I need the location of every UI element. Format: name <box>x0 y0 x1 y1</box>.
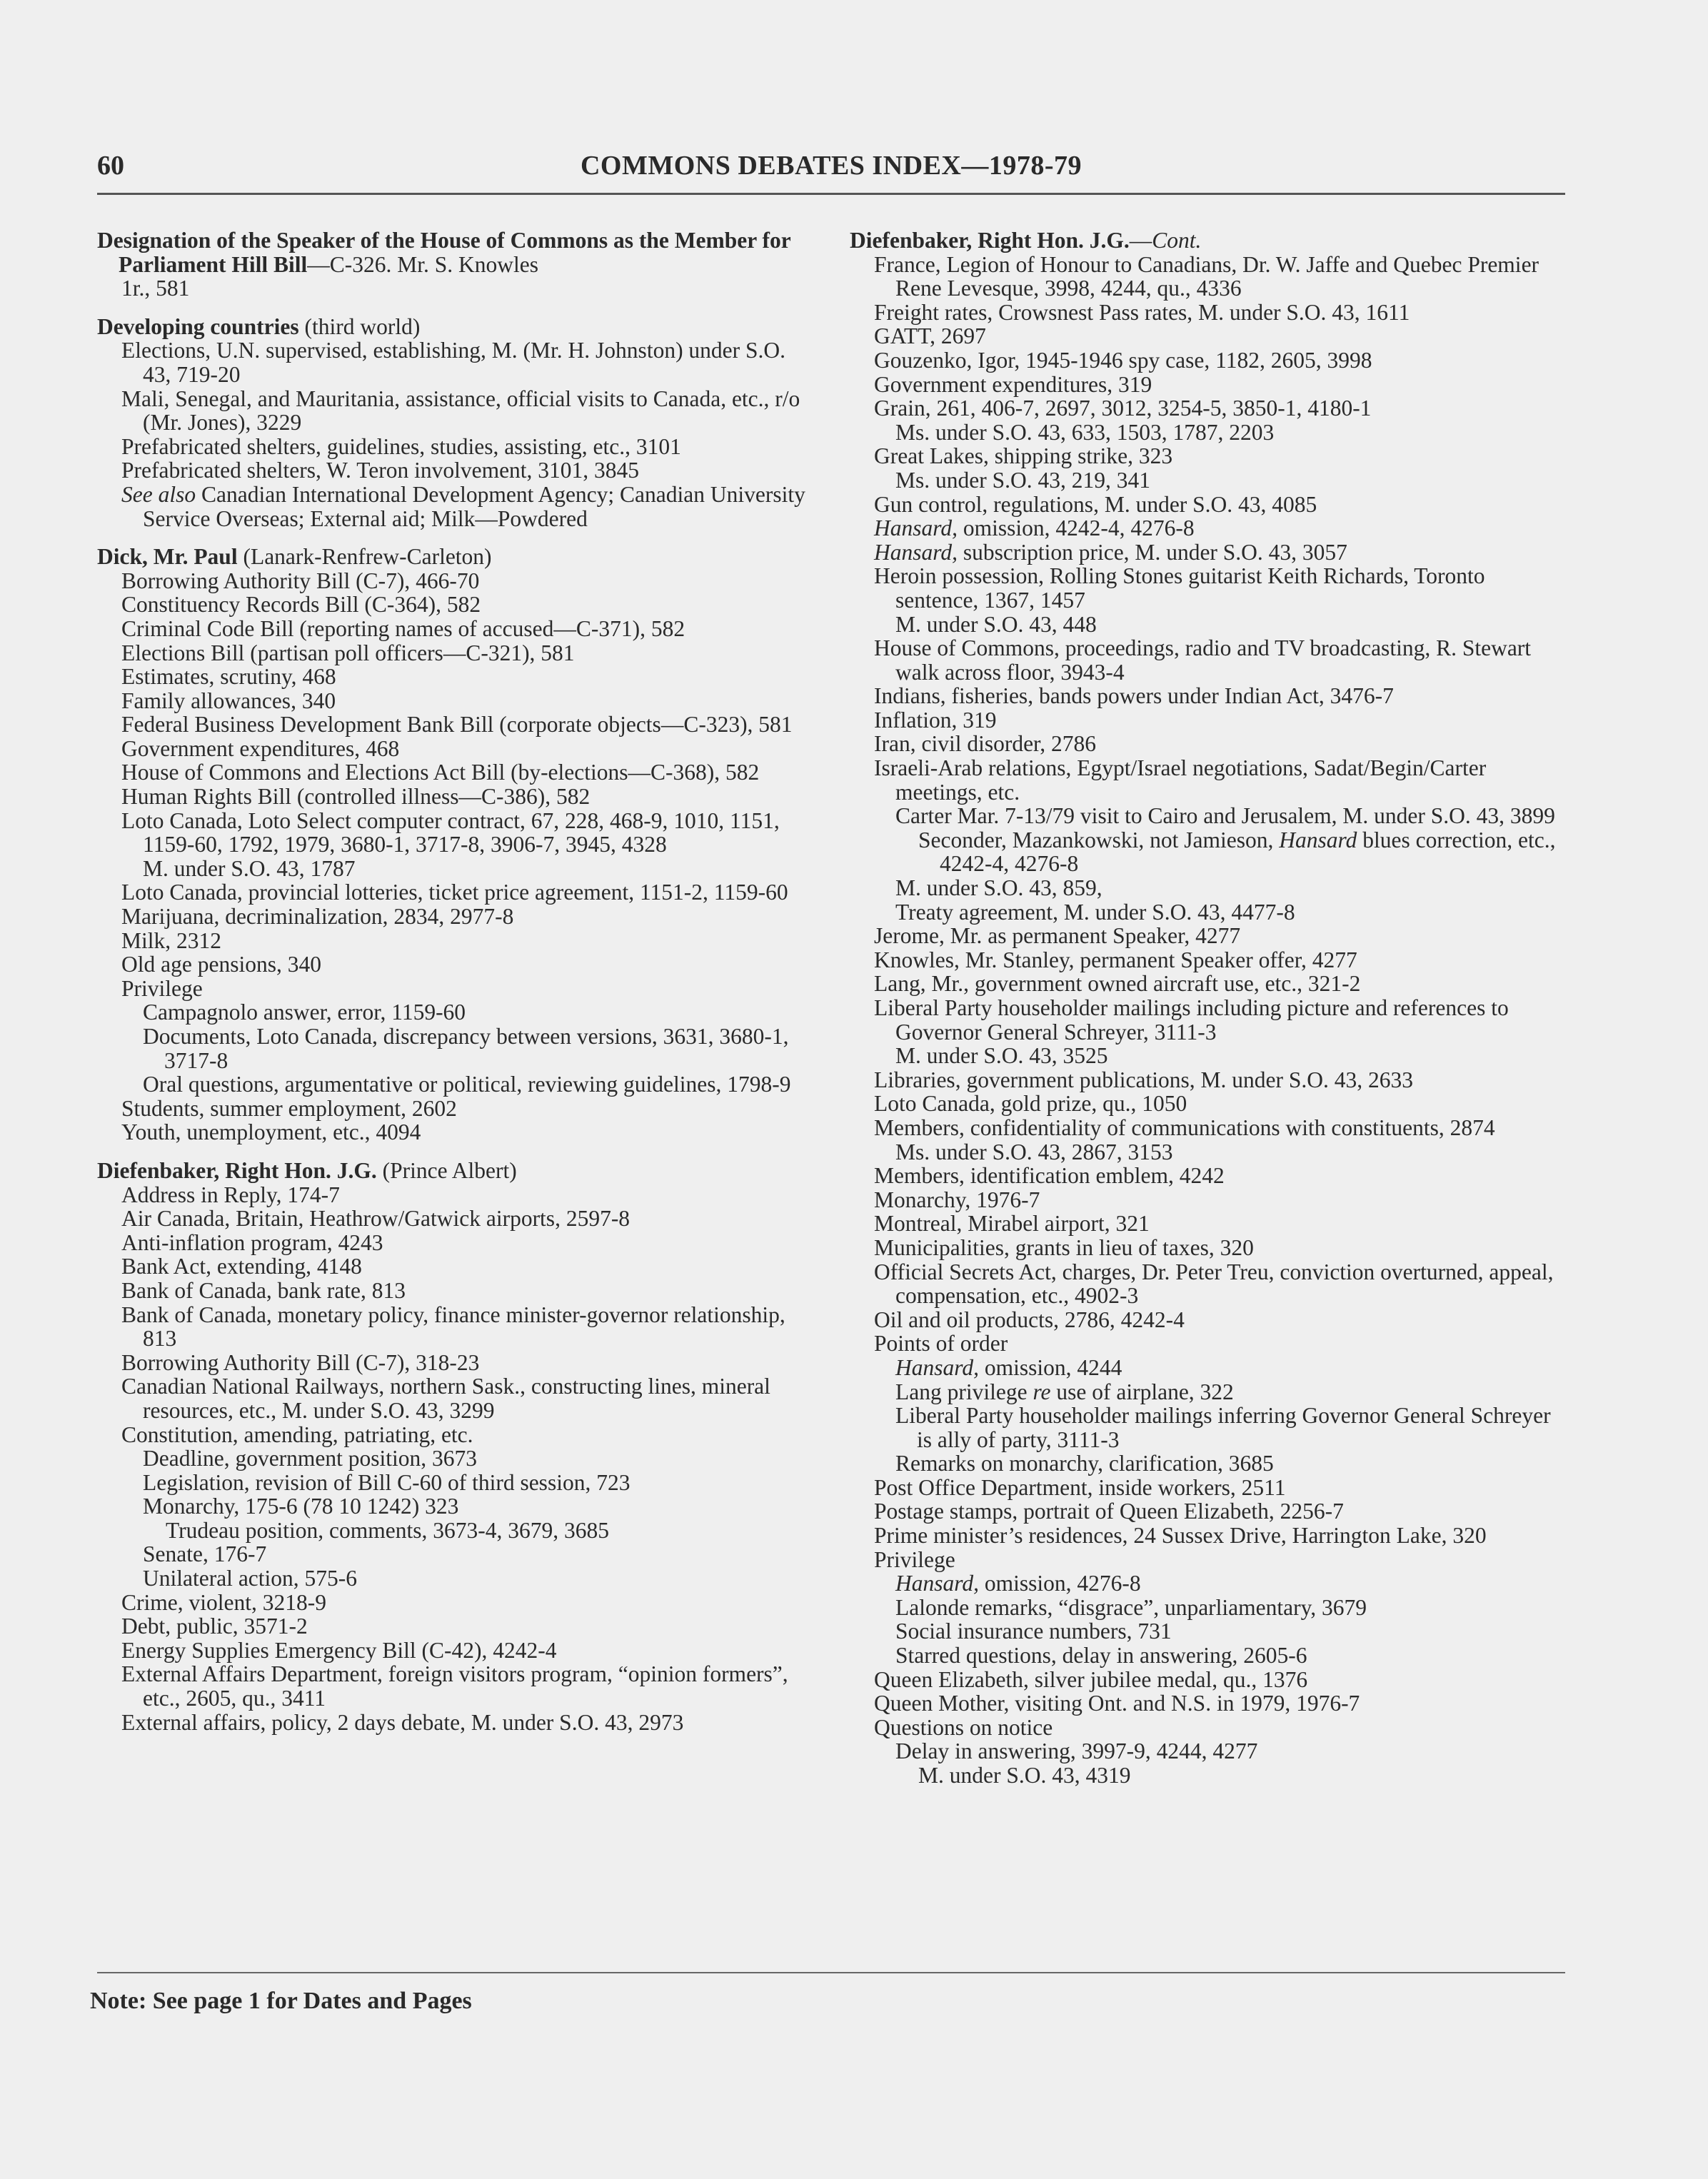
entry-text: Iran, civil disorder, 2786 <box>874 731 1097 757</box>
entry-text: Loto Canada, gold prize, qu., 1050 <box>874 1091 1187 1117</box>
index-subentry <box>850 444 1571 468</box>
entry-heading: Dick, Mr. Paul <box>97 544 238 570</box>
footer-divider <box>97 1972 1565 1973</box>
entry-text: Monarchy, 175-6 (78 10 1242) 323 <box>143 1494 459 1519</box>
entry-text: Air Canada, Britain, Heathrow/Gatwick airports, 2597-8 <box>121 1206 631 1232</box>
entry-text: Indians, fisheries, bands powers under Indian Act, 3476-7 <box>874 683 1394 709</box>
index-subentry <box>97 809 818 857</box>
entry-text: External affairs, policy, 2 days debate, M. under S.O. 43, 2973 <box>121 1709 684 1735</box>
entry-text: (third world) <box>298 313 421 339</box>
index-subentry <box>97 1662 818 1710</box>
index-subentry <box>97 1711 818 1735</box>
entry-text: Montreal, Mirabel airport, 321 <box>874 1211 1150 1237</box>
entry-text: Lalonde remarks, “disgrace”, unparliamentary, 3679 <box>895 1594 1367 1620</box>
index-subentry <box>97 1423 818 1447</box>
entry-text: Remarks on monarchy, clarification, 3685 <box>895 1451 1274 1476</box>
index-subentry <box>850 1260 1571 1308</box>
index-subentry <box>850 253 1571 301</box>
entry-text: Elections, U.N. supervised, establishing, M. (Mr. H. Johnston) under S.O. 43, 719-20 <box>121 338 786 387</box>
index-subentry <box>850 1451 1571 1476</box>
entry-text: Federal Business Development Bank Bill (corporate objects—C-323), 581 <box>121 712 793 738</box>
entry-text: Ms. under S.O. 43, 219, 341 <box>895 467 1151 493</box>
entry-text: Elections Bill (partisan poll officers—C-321), 581 <box>121 640 575 665</box>
index-subentry <box>97 1614 818 1639</box>
index-subentry <box>850 468 1571 493</box>
index-subentry <box>97 1183 818 1207</box>
entry-text: omission, 4242-4, 4276-8 <box>957 515 1195 541</box>
entry-italic-text: re <box>1033 1379 1051 1404</box>
index-subentry <box>850 708 1571 733</box>
entry-text: Post Office Department, inside workers, 2511 <box>874 1474 1286 1500</box>
index-subentry <box>97 1542 818 1566</box>
index-subentry <box>850 516 1571 540</box>
entry-text: Privilege <box>121 975 203 1001</box>
entry-text: Old age pensions, 340 <box>121 952 321 977</box>
index-subentry <box>850 348 1571 373</box>
index-subentry <box>97 1025 818 1072</box>
index-subentry <box>850 1332 1571 1356</box>
entry-text: use of airplane, 322 <box>1050 1379 1234 1404</box>
index-subentry <box>850 1619 1571 1644</box>
entry-text: Queen Elizabeth, silver jubilee medal, qu., 1376 <box>874 1666 1308 1692</box>
index-subentry <box>97 435 818 459</box>
entry-text: Official Secrets Act, charges, Dr. Peter Treu, conviction overturned, appeal, compensation, etc., 4902-3 <box>874 1259 1554 1309</box>
index-subentry <box>97 593 818 617</box>
index-subentry <box>850 564 1571 612</box>
index-subentry <box>850 684 1571 708</box>
index-subentry <box>97 569 818 593</box>
index-main-entry <box>97 545 818 569</box>
entry-text: Prefabricated shelters, W. Teron involvement, 3101, 3845 <box>121 458 640 483</box>
index-subentry <box>850 493 1571 517</box>
entry-text: 1r., 581 <box>121 276 190 301</box>
page-number: 60 <box>97 151 124 181</box>
index-subentry <box>850 1548 1571 1572</box>
index-subentry <box>850 1571 1571 1596</box>
index-subentry <box>850 1140 1571 1164</box>
index-subentry <box>850 1164 1571 1188</box>
entry-text: Human Rights Bill (controlled illness—C-386), 582 <box>121 784 591 810</box>
entry-text: Marijuana, decriminalization, 2834, 2977-8 <box>121 904 514 930</box>
index-main-entry <box>97 315 818 339</box>
entry-text: Prime minister’s residences, 24 Sussex Drive, Harrington Lake, 320 <box>874 1523 1487 1549</box>
index-main-entry <box>850 228 1571 253</box>
entry-text: Students, summer employment, 2602 <box>121 1095 457 1121</box>
entry-text: Gouzenko, Igor, 1945-1946 spy case, 1182, 2605, 3998 <box>874 347 1372 373</box>
entry-text: — <box>1129 228 1152 253</box>
entry-text: Questions on notice <box>874 1714 1053 1740</box>
index-subentry <box>97 641 818 665</box>
entry-text: Constitution, amending, patriating, etc. <box>121 1421 473 1447</box>
index-subentry <box>850 1499 1571 1524</box>
index-subentry <box>97 1303 818 1351</box>
entry-text: Grain, 261, 406-7, 2697, 3012, 3254-5, 3850-1, 4180-1 <box>874 396 1372 421</box>
entry-text: France, Legion of Honour to Canadians, Dr. W. Jaffe and Quebec Premier Rene Levesque, 3998, 4244, qu., 4336 <box>874 251 1539 301</box>
index-subentry <box>850 421 1571 445</box>
entry-text: Starred questions, delay in answering, 2605-6 <box>895 1643 1307 1669</box>
entry-text: House of Commons, proceedings, radio and TV broadcasting, R. Stewart walk across floor, 3943-4 <box>874 635 1532 685</box>
entry-text: Queen Mother, visiting Ont. and N.S. in 1979, 1976-7 <box>874 1691 1360 1716</box>
index-subentry <box>97 880 818 905</box>
entry-text: Mali, Senegal, and Mauritania, assistance, official visits to Canada, etc., r/o (Mr. Jones), 3229 <box>121 386 800 436</box>
index-subentry <box>97 1494 818 1519</box>
entry-text: Oil and oil products, 2786, 4242-4 <box>874 1307 1185 1332</box>
entry-text: Estimates, scrutiny, 468 <box>121 664 336 690</box>
index-subentry <box>97 977 818 1001</box>
entry-text: Deadline, government position, 3673 <box>143 1446 478 1471</box>
index-subentry <box>850 324 1571 348</box>
index-subentry <box>850 756 1571 804</box>
index-subentry <box>850 972 1571 996</box>
entry-text: M. under S.O. 43, 448 <box>895 611 1097 637</box>
index-subentry <box>850 1068 1571 1092</box>
index-subentry <box>850 540 1571 565</box>
entry-text: Legislation, revision of Bill C-60 of third session, 723 <box>143 1469 631 1495</box>
entry-text: Canadian International Development Agency; Canadian University Service Overseas; External aid; Milk—Powdered <box>143 481 805 531</box>
entry-text: Borrowing Authority Bill (C-7), 318-23 <box>121 1349 480 1375</box>
index-subentry <box>97 689 818 713</box>
entry-text: blues correction, etc., 4242-4, 4276-8 <box>940 827 1556 877</box>
index-subentry <box>850 1212 1571 1236</box>
entry-text: Lang, Mr., government owned aircraft use, etc., 321-2 <box>874 971 1361 997</box>
index-subentry <box>850 1116 1571 1140</box>
entry-text: Bank of Canada, monetary policy, finance minister-governor relationship, 813 <box>121 1302 785 1352</box>
entry-text: Ms. under S.O. 43, 2867, 3153 <box>895 1139 1173 1164</box>
index-subentry <box>850 1044 1571 1068</box>
entry-text: Oral questions, argumentative or political, reviewing guidelines, 1798-9 <box>143 1072 791 1097</box>
footer-note: Note: See page 1 for Dates and Pages <box>90 1988 472 2014</box>
index-subentry <box>850 1188 1571 1212</box>
index-main-entry <box>97 228 818 276</box>
entry-text: Prefabricated shelters, guidelines, studies, assisting, etc., 3101 <box>121 433 681 459</box>
index-subentry <box>97 1471 818 1495</box>
entry-text: M. under S.O. 43, 3525 <box>895 1043 1108 1069</box>
entry-italic-text: Hansard <box>1279 827 1357 852</box>
entry-text: Liberal Party householder mailings inferring Governor General Schreyer is ally of party, 3111-3 <box>895 1403 1551 1452</box>
page-header <box>97 147 1565 195</box>
index-subentry <box>850 900 1571 925</box>
index-subentry <box>97 1207 818 1231</box>
entry-text: subscription price, M. under S.O. 43, 3057 <box>957 539 1347 565</box>
index-subentry <box>850 1763 1571 1788</box>
entry-text: Points of order <box>874 1331 1008 1357</box>
index-subentry <box>97 276 818 301</box>
entry-text: Campagnolo answer, error, 1159-60 <box>143 1000 466 1025</box>
entry-text: M. under S.O. 43, 1787 <box>143 855 356 881</box>
entry-heading: Diefenbaker, Right Hon. J.G. <box>97 1157 377 1183</box>
index-subentry <box>97 338 818 386</box>
index-subentry <box>97 1446 818 1471</box>
index-column-left <box>97 228 818 1734</box>
index-main-entry <box>97 1159 818 1183</box>
index-subentry <box>97 617 818 641</box>
index-subentry <box>850 1668 1571 1692</box>
index-subentry <box>850 804 1571 828</box>
entry-text: Postage stamps, portrait of Queen Elizabeth, 2256-7 <box>874 1499 1344 1524</box>
entry-italic-text: Cont. <box>1152 228 1202 253</box>
entry-text: Inflation, 319 <box>874 707 997 733</box>
index-subentry <box>97 1374 818 1422</box>
entry-text: Loto Canada, Loto Select computer contract, 67, 228, 468-9, 1010, 1151, 1159-60, 1792, 1979, 3680-1, 3717-8, 3906-7, 3945, 4328 <box>121 807 780 857</box>
index-subentry <box>850 828 1571 876</box>
entry-heading: Diefenbaker, Right Hon. J.G. <box>850 228 1130 253</box>
entry-text: Freight rates, Crowsnest Pass rates, M. under S.O. 43, 1611 <box>874 299 1410 325</box>
index-subentry <box>850 1380 1571 1404</box>
entry-italic-text: See also <box>121 481 196 507</box>
index-subentry <box>97 1566 818 1591</box>
index-subentry <box>97 857 818 881</box>
running-title: COMMONS DEBATES INDEX—1978-79 <box>580 151 1082 181</box>
entry-text: Libraries, government publications, M. under S.O. 43, 2633 <box>874 1067 1414 1092</box>
index-subentry <box>850 924 1571 948</box>
entry-text: Bank Act, extending, 4148 <box>121 1254 362 1279</box>
entry-text: —C-326. Mr. S. Knowles <box>307 251 539 277</box>
index-subentry <box>850 1356 1571 1380</box>
entry-text: M. under S.O. 43, 4319 <box>918 1763 1131 1788</box>
index-subentry <box>97 1072 818 1097</box>
entry-text: Great Lakes, shipping strike, 323 <box>874 443 1173 469</box>
entry-text: Treaty agreement, M. under S.O. 43, 4477-8 <box>895 899 1295 925</box>
entry-text: omission, 4276-8 <box>978 1571 1141 1596</box>
index-subentry <box>97 929 818 953</box>
index-subentry <box>850 948 1571 972</box>
entry-italic-text: Hansard, <box>895 1354 979 1380</box>
index-subentry <box>850 396 1571 421</box>
entry-text: Government expenditures, 468 <box>121 735 400 761</box>
index-subentry <box>97 1097 818 1121</box>
entry-text: Canadian National Railways, northern Sask., constructing lines, mineral resources, etc., M. under S.O. 43, 3299 <box>121 1374 770 1423</box>
entry-text: Knowles, Mr. Stanley, permanent Speaker offer, 4277 <box>874 947 1357 972</box>
entry-text: omission, 4244 <box>978 1354 1122 1380</box>
index-subentry <box>97 737 818 761</box>
entry-text: Gun control, regulations, M. under S.O. 43, 4085 <box>874 491 1317 517</box>
index-subentry <box>97 952 818 977</box>
entry-text: Criminal Code Bill (reporting names of accused—C-371), 582 <box>121 615 685 641</box>
index-subentry <box>97 1351 818 1375</box>
index-subentry <box>850 1716 1571 1740</box>
index-subentry <box>97 1639 818 1663</box>
index-column-right <box>850 228 1571 1788</box>
entry-text: External Affairs Department, foreign visitors program, “opinion formers”, etc., 2605, qu., 3411 <box>121 1661 788 1711</box>
index-subentry <box>850 996 1571 1044</box>
entry-text: Monarchy, 1976-7 <box>874 1187 1040 1212</box>
index-subentry <box>97 713 818 737</box>
entry-text: Jerome, Mr. as permanent Speaker, 4277 <box>874 923 1241 949</box>
index-subentry <box>97 458 818 483</box>
index-subentry <box>97 1591 818 1615</box>
index-subentry <box>97 1254 818 1279</box>
entry-text: Debt, public, 3571-2 <box>121 1614 308 1639</box>
index-subentry <box>97 1000 818 1025</box>
index-subentry <box>850 373 1571 397</box>
entry-italic-text: Hansard, <box>874 515 958 541</box>
entry-text: Carter Mar. 7-13/79 visit to Cairo and Jerusalem, M. under S.O. 43, 3899 <box>895 803 1555 829</box>
index-subentry <box>97 760 818 785</box>
index-subentry <box>850 1739 1571 1763</box>
entry-text: Address in Reply, 174-7 <box>121 1182 340 1207</box>
index-subentry <box>97 665 818 689</box>
index-subentry <box>850 1476 1571 1500</box>
entry-text: Milk, 2312 <box>121 927 222 953</box>
index-subentry <box>97 785 818 809</box>
entry-text: Ms. under S.O. 43, 633, 1503, 1787, 2203 <box>895 419 1275 445</box>
entry-text: Senate, 176-7 <box>143 1541 267 1567</box>
entry-text: House of Commons and Elections Act Bill (by-elections—C-368), 582 <box>121 760 760 785</box>
index-subentry <box>97 387 818 435</box>
entry-text: Anti-inflation program, 4243 <box>121 1229 383 1255</box>
entry-text: Unilateral action, 575-6 <box>143 1566 358 1591</box>
entry-italic-text: Hansard, <box>874 539 958 565</box>
entry-text: Borrowing Authority Bill (C-7), 466-70 <box>121 568 480 593</box>
entry-text: (Lanark-Renfrew-Carleton) <box>237 544 492 570</box>
index-subentry <box>850 1236 1571 1260</box>
index-subentry <box>97 483 818 530</box>
entry-text: Constituency Records Bill (C-364), 582 <box>121 592 481 618</box>
entry-text: Energy Supplies Emergency Bill (C-42), 4242-4 <box>121 1637 557 1663</box>
index-subentry <box>97 905 818 929</box>
entry-text: Members, identification emblem, 4242 <box>874 1163 1225 1189</box>
entry-heading: Developing countries <box>97 313 299 339</box>
index-subentry <box>97 1120 818 1144</box>
index-subentry <box>850 1524 1571 1548</box>
index-subentry <box>97 1519 818 1543</box>
entry-text: Seconder, Mazankowski, not Jamieson, <box>918 827 1280 852</box>
index-subentry <box>97 1279 818 1303</box>
entry-text: Israeli-Arab relations, Egypt/Israel negotiations, Sadat/Begin/Carter meetings, etc. <box>874 755 1487 805</box>
entry-text: Members, confidentiality of communications with constituents, 2874 <box>874 1114 1495 1140</box>
index-subentry <box>850 876 1571 900</box>
entry-text: Trudeau position, comments, 3673-4, 3679, 3685 <box>166 1517 609 1543</box>
entry-text: Social insurance numbers, 731 <box>895 1619 1172 1644</box>
entry-text: Liberal Party householder mailings including picture and references to Governor General Schreyer, 3111-3 <box>874 995 1509 1045</box>
entry-text: Youth, unemployment, etc., 4094 <box>121 1119 421 1145</box>
entry-text: Municipalities, grants in lieu of taxes, 320 <box>874 1234 1254 1260</box>
index-subentry <box>850 1308 1571 1332</box>
index-subentry <box>850 1596 1571 1620</box>
index-subentry <box>850 1691 1571 1716</box>
entry-text: Documents, Loto Canada, discrepancy between versions, 3631, 3680-1, 3717-8 <box>143 1024 789 1073</box>
entry-text: M. under S.O. 43, 859, <box>895 875 1102 901</box>
index-subentry <box>850 1644 1571 1668</box>
entry-text: Loto Canada, provincial lotteries, ticket price agreement, 1151-2, 1159-60 <box>121 880 788 905</box>
entry-text: Government expenditures, 319 <box>874 371 1152 397</box>
entry-text: Privilege <box>874 1546 955 1572</box>
entry-text: Family allowances, 340 <box>121 688 336 713</box>
entry-italic-text: Hansard, <box>895 1571 979 1596</box>
index-subentry <box>850 732 1571 756</box>
entry-text: Heroin possession, Rolling Stones guitarist Keith Richards, Toronto sentence, 1367, 1457 <box>874 563 1485 613</box>
index-subentry <box>97 1231 818 1255</box>
index-subentry <box>850 613 1571 637</box>
entry-text: Lang privilege <box>895 1379 1033 1404</box>
index-subentry <box>850 301 1571 325</box>
entry-text: Bank of Canada, bank rate, 813 <box>121 1277 406 1303</box>
index-subentry <box>850 636 1571 684</box>
entry-text: GATT, 2697 <box>874 323 986 349</box>
entry-text: (Prince Albert) <box>376 1157 517 1183</box>
entry-text: Crime, violent, 3218-9 <box>121 1589 326 1615</box>
index-subentry <box>850 1404 1571 1451</box>
entry-heading: Designation of the Speaker of the House of Commons as the Member for Parliament Hill Bill <box>97 228 791 277</box>
entry-text: Delay in answering, 3997-9, 4244, 4277 <box>895 1738 1258 1764</box>
index-subentry <box>850 1092 1571 1116</box>
